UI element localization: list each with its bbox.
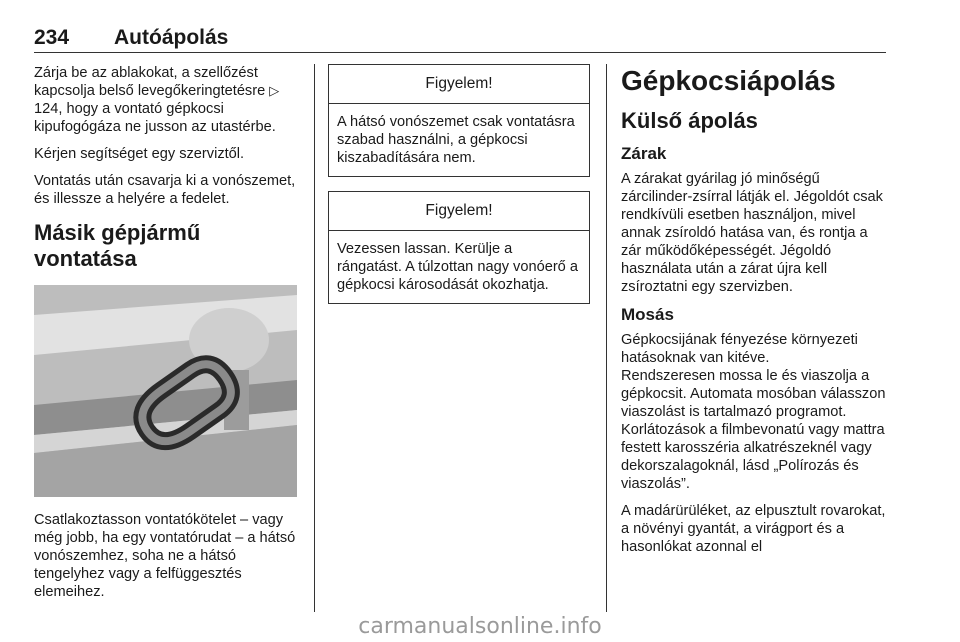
paragraph-after-towing: Vontatás után csavarja ki a vonószemet, és illessze a helyére a fedelet. <box>34 173 296 207</box>
warning-title: Figyelem! <box>329 65 589 104</box>
warning-text: A hátsó vonószemet csak vontatásra szabad használni, a gépkocsi kiszabadítására nem. <box>337 114 575 166</box>
paragraph-service: Kérjen segítséget egy szerviztől. <box>34 146 245 162</box>
section-title: Autóápolás <box>114 26 229 49</box>
paragraph-wash-1: Gépkocsijának fényezése környezeti hatásoknak van kitéve. <box>621 332 858 366</box>
towing-eye-photo <box>34 285 297 497</box>
header-rule <box>34 52 886 53</box>
column-divider-1 <box>314 64 315 612</box>
heading-towing-other-vehicle: Másik gépjármű vontatása <box>34 220 201 271</box>
towing-eye-illustration <box>34 285 297 497</box>
page-number: 234 <box>34 26 70 49</box>
column-divider-2 <box>606 64 607 612</box>
paragraph-ventilation: Zárja be az ablakokat, a szellőzést kapcsolja belső levegőkeringtetésre ▷ 124, hogy a vontató gépkocsi kipufogógáza ne jusson az utastérbe. <box>34 65 280 135</box>
column-left <box>34 64 300 610</box>
paragraph-wash-2: Rendszeresen mossa le és viaszolja a gépkocsit. Automata mosóban válasszon viaszolást is tartalmazó programot. Korlátozások a filmbevonatú vagy mattra festett karosszéria alkatrészeknél vagy dekorszalagoknál, lásd „Polírozás és viaszolás”. <box>621 368 886 492</box>
warning-box-1 <box>328 64 590 177</box>
paragraph-wash-3: A madárürüléket, az elpusztult rovarokat, a növényi gyantát, a virágport és a hasonlókat azonnal el <box>621 503 886 555</box>
column-middle <box>328 64 590 318</box>
warning-text: Vezessen lassan. Kerülje a rángatást. A túlzottan nagy vonóerő a gépkocsi károsodását okozhatja. <box>337 241 578 293</box>
heading-washing: Mosás <box>621 305 674 324</box>
heading-locks: Zárak <box>621 144 667 163</box>
paragraph-locks: A zárakat gyárilag jó minőségű zárcilinder-zsírral látják el. Jégoldót csak rendkívüli esetben használjon, mivel annak zsíroldó hatása van, és rontja a zár működőképességét. Jégoldó használata után a zárat újra kell zsíroztatni egy szervizben. <box>621 171 883 295</box>
chapter-title: Gépkocsiápolás <box>621 65 836 96</box>
column-right <box>621 64 889 565</box>
page-header <box>34 26 886 52</box>
subchapter-title: Külső ápolás <box>621 108 758 133</box>
page-reference-icon: ▷ <box>269 83 280 98</box>
photo-caption: Csatlakoztasson vontatókötelet – vagy még jobb, ha egy vontatórudat – a hátsó vonószemhez, soha ne a hátsó tengelyhez vagy a felfüggesztés elemeihez. <box>34 512 296 600</box>
watermark: carmanualsonline.info <box>358 614 602 639</box>
warning-box-2 <box>328 191 590 304</box>
warning-title: Figyelem! <box>329 192 589 231</box>
